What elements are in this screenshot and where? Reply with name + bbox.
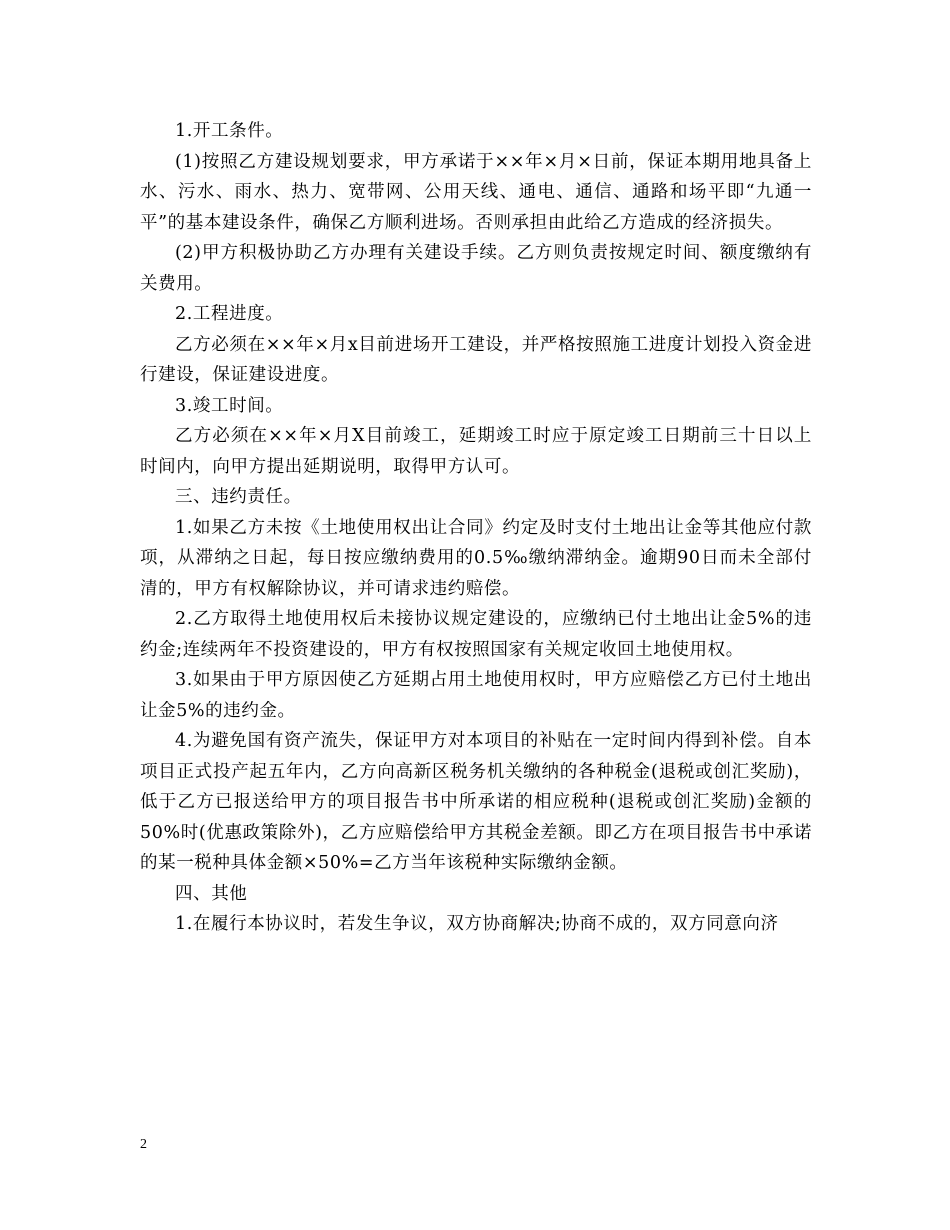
paragraph: 乙方必须在××年×月x目前进场开工建设，并严格按照施工进度计划投入资金进行建设，保证建设进度。 [140, 334, 812, 385]
page-number: 2 [140, 1137, 147, 1152]
paragraph: (2)甲方积极协助乙方办理有关建设手续。乙方则负责按规定时间、额度缴纳有关费用。 [140, 243, 812, 294]
paragraph: 1.开工条件。 [175, 121, 284, 141]
paragraph: 1.如果乙方未按《土地使用权出让合同》约定及时支付土地出让金等其他应付款项，从滞纳之日起，每日按应缴纳费用的0.5‰缴纳滞纳金。逾期90日而未全部付清的，甲方有权解除协议，并可请求违约赔偿。 [140, 517, 812, 599]
document-body [140, 116, 812, 940]
paragraph: 1.在履行本协议时，若发生争议，双方协商解决;协商不成的，双方同意向济 [175, 914, 779, 934]
section-heading: 三、违约责任。 [175, 487, 302, 507]
section-heading: 四、其他 [175, 883, 248, 904]
paragraph: 3.如果由于甲方原因使乙方延期占用土地使用权时，甲方应赔偿乙方已付土地出让金5%的违约金。 [140, 670, 812, 721]
paragraph: 3.竣工时间。 [175, 395, 284, 416]
paragraph: 乙方必须在××年×月X目前竣工，延期竣工时应于原定竣工日期前三十日以上时间内，向甲方提出延期说明，取得甲方认可。 [140, 426, 812, 477]
paragraph: (1)按照乙方建设规划要求，甲方承诺于××年×月×日前，保证本期用地具备上水、污水、雨水、热力、宽带网、公用天线、通电、通信、通路和场平即“九通一平”的基本建设条件，确保乙方顺利进场。否则承担由此给乙方造成的经济损失。 [140, 151, 812, 233]
paragraph: 4.为避免国有资产流失，保证甲方对本项目的补贴在一定时间内得到补偿。自本项目正式投产起五年内，乙方向高新区税务机关缴纳的各种税金(退税或创汇奖励)，低于乙方已报送给甲方的项目报告书中所承诺的相应税种(退税或创汇奖励)金额的50%时(优惠政策除外)，乙方应赔偿给甲方其税金差额。即乙方在项目报告书中承诺的某一税种具体金额×50%=乙方当年该税种实际缴纳金额。 [140, 731, 812, 873]
paragraph: 2.乙方取得土地使用权后未接协议规定建设的，应缴纳已付土地出让金5%的违约金;连续两年不投资建设的，甲方有权按照国家有关规定收回土地使用权。 [140, 609, 812, 660]
paragraph: 2.工程进度。 [175, 304, 284, 324]
